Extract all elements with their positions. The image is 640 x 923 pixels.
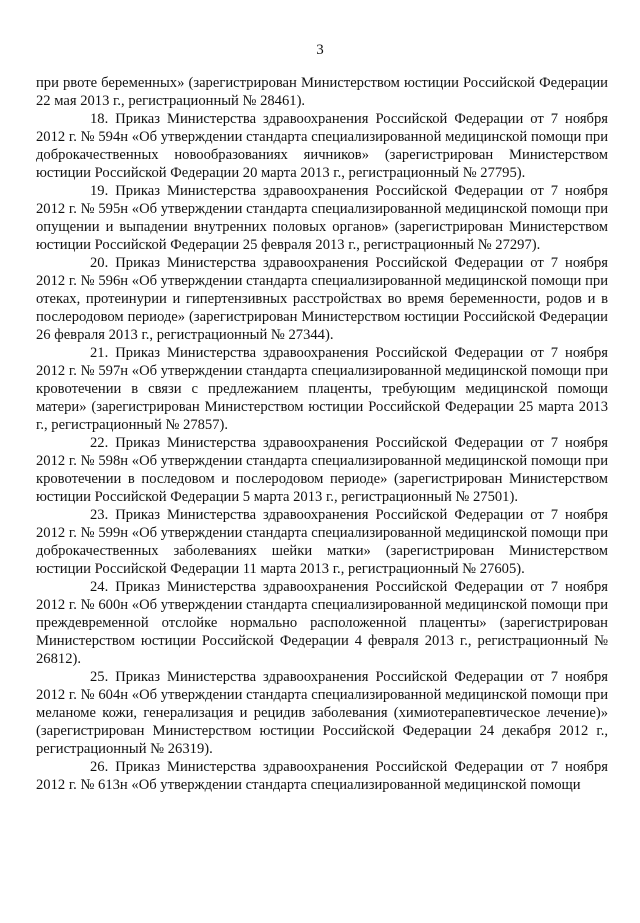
paragraph-item-23: 23. Приказ Министерства здравоохранения Российской Федерации от 7 ноября 2012 г. № 599н «Об утверждении стандарта специализированной медицинской помощи при доброкачественных заболеваниях шейки матки» (зарегистрирован Министерством юстиции Российской Федерации 11 марта 2013 г., регистрационный № 27605). [36,507,608,577]
paragraph-item-22: 22. Приказ Министерства здравоохранения Российской Федерации от 7 ноября 2012 г. № 598н «Об утверждении стандарта специализированной медицинской помощи при кровотечении в последовом и послеродовом периоде» (зарегистрирован Министерством юстиции Российской Федерации 5 марта 2013 г., регистрационный № 27501). [36,435,608,505]
paragraph-item-25: 25. Приказ Министерства здравоохранения Российской Федерации от 7 ноября 2012 г. № 604н «Об утверждении стандарта специализированной медицинской помощи при меланоме кожи, генерализация и рецидив заболевания (химиотерапевтическое лечение)» (зарегистрирован Министерством юстиции Российской Федерации 24 декабря 2012 г., регистрационный № 26319). [36,669,608,757]
paragraph-item-18: 18. Приказ Министерства здравоохранения Российской Федерации от 7 ноября 2012 г. № 594н «Об утверждении стандарта специализированной медицинской помощи при доброкачественных новообразованиях яичников» (зарегистрирован Министерством юстиции Российской Федерации 20 марта 2013 г., регистрационный № 27795). [36,111,608,181]
paragraph-item-21: 21. Приказ Министерства здравоохранения Российской Федерации от 7 ноября 2012 г. № 597н «Об утверждении стандарта специализированной медицинской помощи при кровотечении в связи с предлежанием плаценты, требующим медицинской помощи матери» (зарегистрирован Министерством юстиции Российской Федерации 25 марта 2013 г., регистрационный № 27857). [36,345,608,433]
document-body [36,74,608,794]
paragraph-item-26: 26. Приказ Министерства здравоохранения Российской Федерации от 7 ноября 2012 г. № 613н «Об утверждении стандарта специализированной медицинской помощи [36,759,608,793]
page-number: 3 [316,42,324,58]
paragraph-item-24: 24. Приказ Министерства здравоохранения Российской Федерации от 7 ноября 2012 г. № 600н «Об утверждении стандарта специализированной медицинской помощи при преждевременной отслойке нормально расположенной плаценты» (зарегистрирован Министерством юстиции Российской Федерации 4 февраля 2013 г., регистрационный № 26812). [36,579,608,667]
paragraph-item-20: 20. Приказ Министерства здравоохранения Российской Федерации от 7 ноября 2012 г. № 596н «Об утверждении стандарта специализированной медицинской помощи при отеках, протеинурии и гипертензивных расстройствах во время беременности, родов и в послеродовом периоде» (зарегистрирован Министерством юстиции Российской Федерации 26 февраля 2013 г., регистрационный № 27344). [36,255,608,343]
paragraph-item-19: 19. Приказ Министерства здравоохранения Российской Федерации от 7 ноября 2012 г. № 595н «Об утверждении стандарта специализированной медицинской помощи при опущении и выпадении внутренних половых органов» (зарегистрирован Министерством юстиции Российской Федерации 25 февраля 2013 г., регистрационный № 27297). [36,183,608,253]
paragraph-continuation: при рвоте беременных» (зарегистрирован Министерством юстиции Российской Федерации 22 мая 2013 г., регистрационный № 28461). [36,75,608,109]
